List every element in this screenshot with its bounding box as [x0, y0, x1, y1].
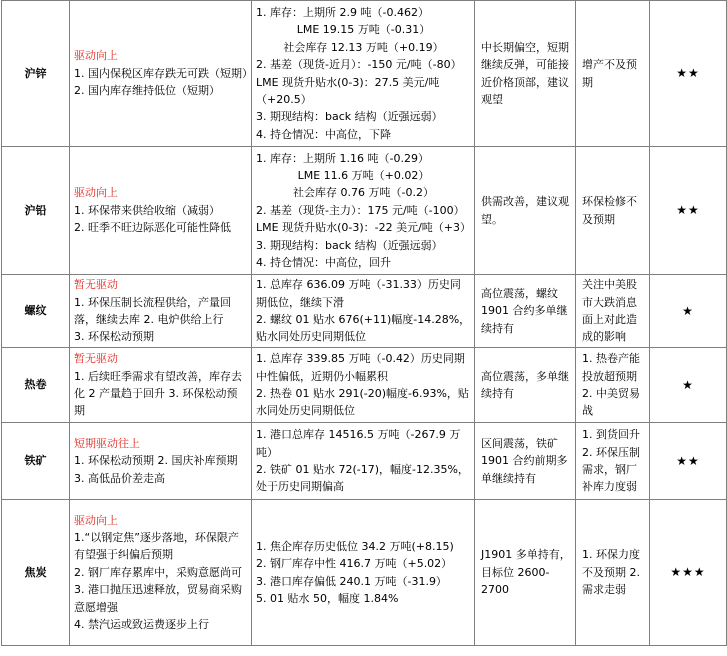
fundamentals-line: 1. 总库存 339.85 万吨（-0.42）历史同期中性偏低，近期仍小幅累积	[256, 352, 465, 383]
driver-title: 驱动向上	[74, 49, 118, 63]
driver-cell	[70, 423, 252, 500]
driver-line: 1. 环保带来供给收缩（减弱）	[74, 203, 220, 217]
table-row	[2, 275, 727, 348]
table-row	[2, 348, 727, 423]
commodity-name: 热卷	[2, 348, 70, 423]
fundamentals-line: 4. 持仓情况：中高位，回升	[256, 255, 391, 269]
driver-line: 2. 旺季不旺边际恶化可能性降低	[74, 221, 231, 235]
driver-cell	[70, 147, 252, 275]
view-cell: 供需改善，建议观望。	[475, 147, 576, 275]
risk-cell: 1. 热卷产能投放超预期 2. 中美贸易战	[576, 348, 650, 423]
driver-line: 1.“以钢定焦”逐步落地，环保限产有望强于纠偏后预期	[74, 531, 239, 562]
fundamentals-cell	[252, 348, 475, 423]
view-cell: 高位震荡，螺纹 1901 合约多单继续持有	[475, 275, 576, 348]
fundamentals-cell	[252, 1, 475, 147]
driver-cell	[70, 348, 252, 423]
view-cell: 区间震荡，铁矿 1901 合约前期多单继续持有	[475, 423, 576, 500]
driver-cell	[70, 1, 252, 147]
driver-cell	[70, 275, 252, 348]
commodity-name: 沪锌	[2, 1, 70, 147]
fundamentals-line: 社会库存 12.13 万吨（+0.19）	[283, 40, 444, 54]
fundamentals-cell	[252, 500, 475, 646]
driver-line: 3. 港口抛压迅速释放，贸易商采购意愿增强	[74, 583, 242, 614]
commodity-name: 沪铅	[2, 147, 70, 275]
driver-line: 1. 环保松动预期 2. 国庆补库预期 3. 高低品价差走高	[74, 454, 238, 485]
fundamentals-line: 2. 基差（现货-主力）：175 元/吨（-100）	[256, 203, 465, 217]
fundamentals-cell	[252, 423, 475, 500]
fundamentals-line: 1. 库存：上期所 2.9 吨（-0.462）	[256, 6, 429, 19]
driver-title: 短期驱动往上	[74, 436, 140, 450]
fundamentals-line: 3. 期现结构：back 结构（近强远弱）	[256, 238, 443, 252]
fundamentals-line: 2. 铁矿 01 贴水 72(-17)，幅度-12.35%，处于历史同期偏高	[256, 463, 469, 494]
rating-stars: ★★	[650, 1, 727, 147]
commodity-strategy-table	[1, 0, 727, 646]
fundamentals-line: LME 现货升贴水(0-3)：27.5 美元/吨（+20.5）	[256, 75, 440, 106]
fundamentals-line: 2. 钢厂库存中性 416.7 万吨（+5.02）	[256, 557, 453, 571]
driver-title: 驱动向上	[74, 186, 118, 200]
fundamentals-line: 4. 持仓情况：中高位，下降	[256, 127, 391, 141]
fundamentals-line: LME 19.15 万吨（-0.31）	[296, 23, 431, 37]
rating-stars: ★★★	[650, 500, 727, 646]
risk-cell: 1. 到货回升 2. 环保压制需求，钢厂补库力度弱	[576, 423, 650, 500]
fundamentals-line: 1. 总库存 636.09 万吨（-31.33）历史同期低位，继续下滑	[256, 278, 461, 309]
commodity-name: 螺纹	[2, 275, 70, 348]
risk-cell: 1. 环保力度不及预期 2. 需求走弱	[576, 500, 650, 646]
driver-title: 暂无驱动	[74, 352, 118, 366]
driver-line: 1. 国内保税区库存跌无可跌（短期）	[74, 66, 253, 80]
rating-stars: ★★	[650, 147, 727, 275]
fundamentals-line: 3. 港口库存偏低 240.1 万吨（-31.9）	[256, 574, 447, 588]
view-cell: J1901 多单持有，目标位 2600-2700	[475, 500, 576, 646]
rating-stars: ★★	[650, 423, 727, 500]
fundamentals-line: 2. 螺纹 01 贴水 676(+11)幅度-14.28%，贴水同处历史同期低位	[256, 313, 471, 344]
fundamentals-line: 2. 热卷 01 贴水 291(-20)幅度-6.93%，贴水同处历史同期低位	[256, 387, 469, 418]
fundamentals-cell	[252, 147, 475, 275]
driver-line: 3. 环保松动预期	[74, 330, 154, 344]
driver-title: 驱动向上	[74, 513, 118, 527]
driver-line: 1. 后续旺季需求有望改善，库存去化 2 产量趋于回升 3. 环保松动预期	[74, 369, 242, 418]
driver-line: 2. 钢厂库存累库中，采购意愿尚可	[74, 565, 242, 579]
fundamentals-line: 1. 库存：上期所 1.16 吨（-0.29）	[256, 151, 429, 165]
fundamentals-line: LME 11.6 万吨（+0.02）	[297, 169, 430, 183]
fundamentals-line: 1. 焦企库存历史低位 34.2 万吨(+8.15)	[256, 539, 454, 553]
fundamentals-line: 社会库存 0.76 万吨（-0.2）	[293, 186, 434, 200]
view-cell: 中长期偏空，短期继续反弹，可能接近价格顶部，建议观望	[475, 1, 576, 147]
fundamentals-cell	[252, 275, 475, 348]
fundamentals-line: 3. 期现结构：back 结构（近强远弱）	[256, 110, 443, 124]
table-row	[2, 147, 727, 275]
driver-cell	[70, 500, 252, 646]
fundamentals-line: LME 现货升贴水(0-3)：-22 美元/吨（+3）	[256, 221, 471, 235]
table-row	[2, 1, 727, 147]
table-row	[2, 423, 727, 500]
rating-stars: ★	[650, 275, 727, 348]
view-cell: 高位震荡，多单继续持有	[475, 348, 576, 423]
table-row	[2, 500, 727, 646]
risk-cell: 关注中美股市大跌消息面上对此造成的影响	[576, 275, 650, 348]
commodity-name: 焦炭	[2, 500, 70, 646]
driver-title: 暂无驱动	[74, 278, 118, 292]
driver-line: 2. 国内库存维持低位（短期）	[74, 84, 220, 98]
driver-line: 1. 环保压制长流程供给，产量回落，继续去库 2. 电炉供给上行	[74, 295, 231, 326]
fundamentals-line: 2. 基差（现货-近月）：-150 元/吨（-80）	[256, 58, 462, 72]
driver-line: 4. 禁汽运或致运费逐步上行	[74, 617, 209, 631]
fundamentals-line: 1. 港口总库存 14516.5 万吨（-267.9 万吨）	[256, 428, 461, 459]
commodity-name: 铁矿	[2, 423, 70, 500]
risk-cell: 增产不及预期	[576, 1, 650, 147]
risk-cell: 环保检修不及预期	[576, 147, 650, 275]
rating-stars: ★	[650, 348, 727, 423]
fundamentals-line: 5. 01 贴水 50，幅度 1.84%	[256, 591, 399, 605]
